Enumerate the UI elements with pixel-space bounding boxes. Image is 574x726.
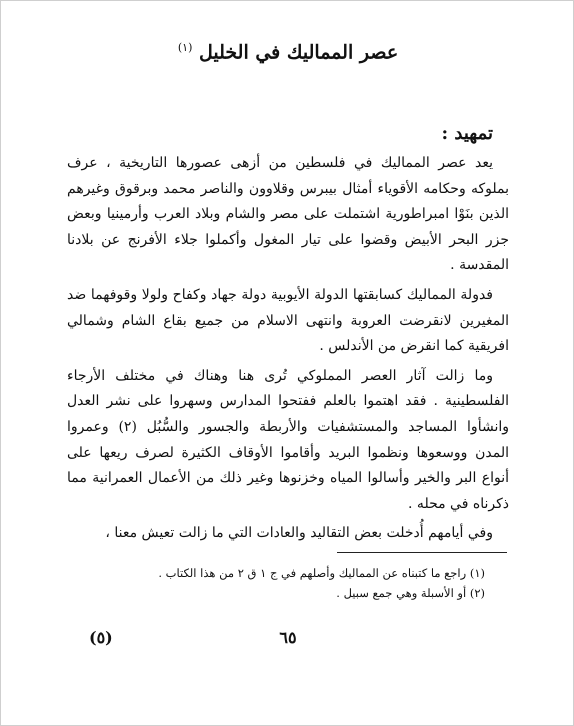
page-title [1, 41, 574, 63]
footnote-divider [337, 552, 507, 553]
title-text: عصر المماليك في الخليل [198, 41, 399, 64]
paragraph: وفي أيامهم أُدخلت بعض التقاليد والعادات التي ما زالت تعيش معنا ، [105, 525, 493, 542]
paragraph: فدولة المماليك كسابقتها الدولة الأيوبية دولة جهاد وكفاح ولولا وقوفهما ضد المغيرين لانقرضت العروبة وانتهى الاسلام من جميع بقاع الشام وشمالي افريقية كما انقرض من الأندلس . [67, 286, 509, 355]
paragraph: يعد عصر المماليك في فلسطين من أزهى عصورها التاريخية ، عرف بملوكه وحكامه الأقوياء أمثال بيبرس وقلاوون والناصر محمد وبرقوق وغيرهم الذين بنَوْا امبراطورية اشتملت على مصر والشام وبلاد العرب وأرمينيا وبعض جزر البحر الأبيض وقضوا على تيار المغول وأكملوا جلاء الأفرنج عن بلادنا المقدسة . [67, 155, 509, 274]
page-number: ٦٥ [279, 628, 297, 647]
footnote: (٢) أو الأسبلة وهي جمع سبيل . [336, 586, 485, 600]
page-number-alt: (٥) [89, 628, 113, 647]
footnote: (١) راجع ما كتبناه عن المماليك وأصلهم في ج ١ ق ٢ من هذا الكتاب . [158, 566, 485, 580]
section-heading: تمهيد : [441, 123, 493, 144]
body-text [67, 151, 509, 551]
title-footnote-ref: (١) [177, 41, 193, 54]
paragraph: وما زالت آثار العصر المملوكي تُرى هنا وهناك في مختلف الأرجاء الفلسطينية . فقد اهتموا بالعلم ففتحوا المدارس وسهروا على نشر العدل وانشأوا المساجد والمستشفيات والأربطة والجسور والسُّبُل (٢) وعمروا المدن ووسعوها ونظموا البريد وأقاموا الأوقاف الكثيرة لصرف ريعها على أنواع البر والخير وأسالوا المياه وخزنوها وغير ذلك من الأعمال العمرانية مما ذكرناه في محله . [67, 367, 509, 512]
footnotes [158, 563, 485, 603]
